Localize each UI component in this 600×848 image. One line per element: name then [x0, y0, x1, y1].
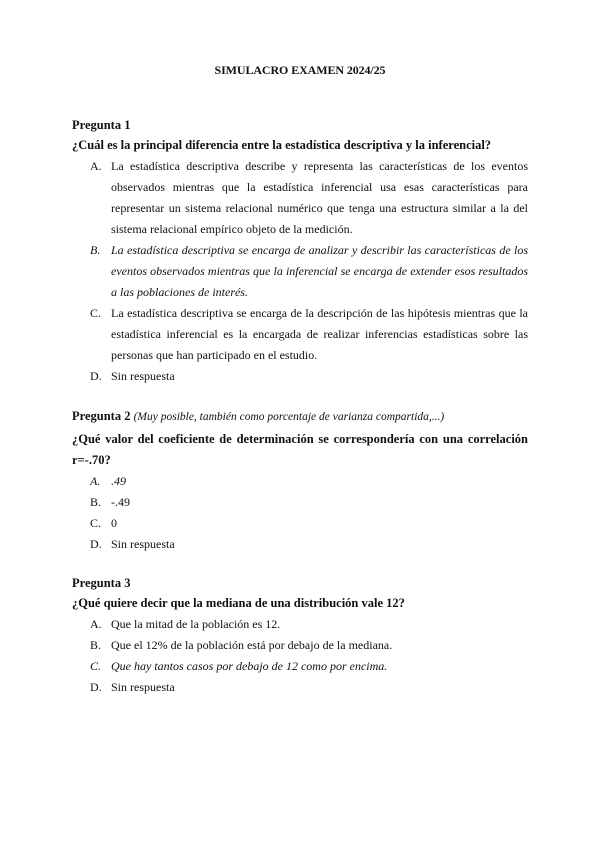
option-text: Sin respuesta [111, 680, 175, 694]
question-2 [72, 408, 528, 555]
option-letter: A. [90, 617, 102, 631]
option-text: Que hay tantos casos por debajo de 12 como por encima. [111, 659, 388, 673]
option-letter: D. [90, 537, 102, 551]
option-d[interactable] [72, 677, 528, 698]
option-b[interactable] [72, 635, 528, 656]
option-letter: D. [90, 680, 102, 694]
question-label [72, 117, 528, 133]
option-text: Que el 12% de la población está por debajo de la mediana. [111, 638, 393, 652]
option-letter: A. [90, 159, 102, 173]
option-letter: D. [90, 369, 102, 383]
option-text: Sin respuesta [111, 369, 175, 383]
option-letter: C. [90, 516, 102, 530]
option-a[interactable] [72, 614, 528, 635]
option-a[interactable] [72, 471, 528, 492]
option-text: 0 [111, 516, 117, 530]
option-letter: B. [90, 243, 101, 257]
option-letter: C. [90, 306, 102, 320]
page-title: SIMULACRO EXAMEN 2024/25 [214, 63, 386, 77]
option-text: La estadística descriptiva describe y representa las características de los eventos observados mientras que la estadística inferencial usa esas características para representar un sistema relacional numérico que tenga una estructura similar a la del sistema relacional empírico objeto de la medición. [111, 159, 528, 236]
option-a[interactable] [72, 156, 528, 240]
question-text: ¿Qué quiere decir que la mediana de una distribución vale 12? [72, 596, 405, 610]
question-number: Pregunta 3 [72, 576, 131, 590]
option-b[interactable] [72, 492, 528, 513]
option-text: La estadística descriptiva se encarga de analizar y describir las características de los eventos observados mientras que la inferencial se encarga de extender esos resultados a las poblaciones de interés. [111, 243, 528, 299]
option-c[interactable] [72, 303, 528, 366]
option-letter: C. [90, 659, 102, 673]
options-list [72, 614, 528, 698]
option-letter: B. [90, 495, 102, 509]
option-text: -.49 [111, 495, 130, 509]
question-label [72, 408, 528, 425]
option-text: La estadística descriptiva se encarga de la descripción de las hipótesis mientras que la estadística inferencial es la encargada de realizar inferencias estadísticas sobre las personas que han participado en el estudio. [111, 306, 528, 362]
option-d[interactable] [72, 366, 528, 387]
option-text: .49 [111, 474, 126, 488]
question-text: ¿Cuál es la principal diferencia entre la estadística descriptiva y la inferencial? [72, 138, 492, 152]
option-text: Sin respuesta [111, 537, 175, 551]
option-letter: A. [90, 474, 101, 488]
option-letter: B. [90, 638, 102, 652]
option-d[interactable] [72, 534, 528, 555]
option-b[interactable] [72, 240, 528, 303]
question-number: Pregunta 1 [72, 118, 131, 132]
option-c[interactable] [72, 656, 528, 677]
option-text: Que la mitad de la población es 12. [111, 617, 281, 631]
question-number: Pregunta 2 [72, 409, 131, 423]
options-list [72, 156, 528, 387]
question-note: (Muy posible, también como porcentaje de varianza compartida,...) [133, 411, 445, 423]
question-1 [72, 117, 528, 387]
option-c[interactable] [72, 513, 528, 534]
question-3 [72, 575, 528, 698]
options-list [72, 471, 528, 555]
question-text: ¿Qué valor del coeficiente de determinación se correspondería con una correlación r=-.70? [72, 432, 528, 467]
question-label [72, 575, 528, 591]
